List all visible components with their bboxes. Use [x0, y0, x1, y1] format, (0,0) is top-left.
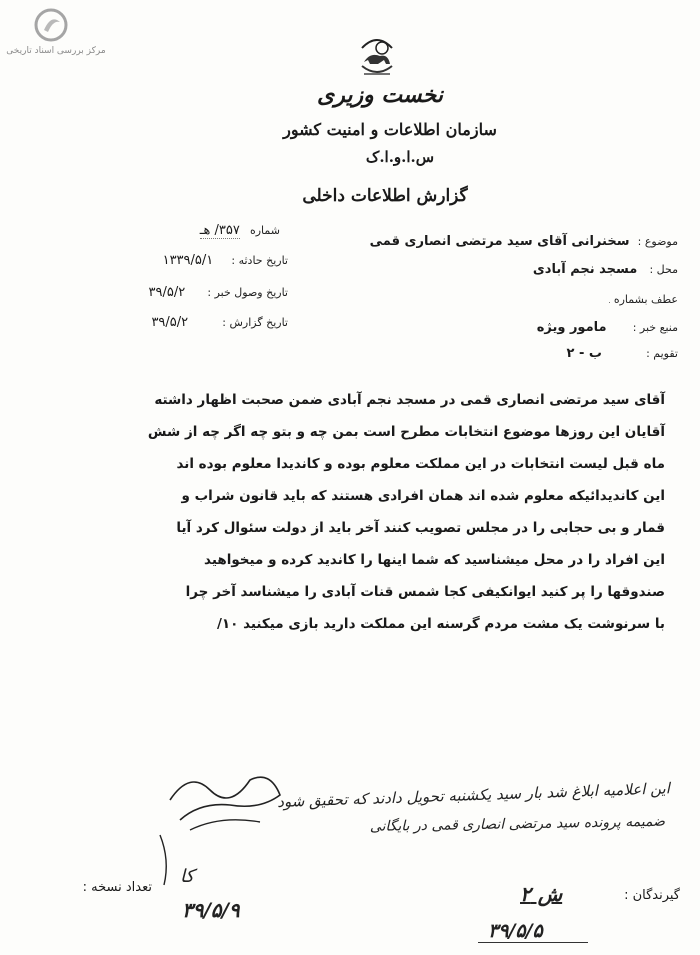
meta-number-value: ۳۵۷/ هـ	[199, 223, 240, 238]
meta-number	[110, 223, 280, 239]
header-title: نخست وزیری	[317, 82, 443, 108]
body-line-4: این کاندیدائیکه معلوم شده اند همان افرادی هستند که باید قانون شراب و	[181, 488, 665, 504]
handwritten-note-line-1: این اعلامیه ابلاغ شد بار سید یکشنبه تحویل دادند که تحقیق شود	[276, 779, 671, 811]
meta-source-value: مامور ویژه	[536, 320, 607, 335]
watermark-text: مرکز بررسی اسناد تاریخی	[6, 46, 106, 56]
body-line-6: این افراد را در محل میشناسید که شما اینها را کاندید کرده و میخواهید	[204, 552, 665, 568]
meta-incident-date-value: ۱۳۳۹/۵/۱	[162, 253, 214, 268]
meta-reference	[560, 292, 678, 307]
meta-location-label: محل :	[649, 263, 678, 276]
recipients-label: گیرندگان :	[624, 888, 680, 903]
meta-incident-date	[8, 253, 288, 268]
meta-report-date-label: تاریخ گزارش :	[222, 316, 288, 329]
meta-source	[460, 320, 678, 335]
meta-reference-label: عطف بشماره	[613, 293, 678, 306]
body-line-7: صندوقها را پر کنید ایوانکیفی کجا شمس قنات آبادی را میشناسد آخر چرا	[185, 584, 665, 600]
body-line-8: با سرنوشت یک مشت مردم گرسنه این مملکت دارید بازی میکنید ۱۰/	[216, 616, 665, 632]
meta-subject-value: سخنرانی آقای سید مرتضی انصاری قمی	[369, 234, 630, 249]
meta-subject-label: موضوع :	[637, 235, 678, 248]
meta-location-value: مسجد نجم آبادی	[532, 262, 638, 277]
body-line-1: آقای سید مرتضی انصاری قمی در مسجد نجم آبادی ضمن صحبت اظهار داشته	[154, 392, 665, 408]
meta-report-date	[8, 315, 288, 330]
meta-incident-date-label: تاریخ حادثه :	[231, 254, 288, 267]
meta-number-label: شماره	[249, 224, 280, 237]
meta-subject	[330, 234, 678, 249]
meta-location	[420, 262, 678, 277]
annotation-line	[150, 830, 210, 890]
body-line-5: قمار و بی حجابی را در مجلس تصویب کنند آخر باید از دولت سئوال کرد آیا	[176, 520, 665, 536]
meta-calendar-value: ب - ۲	[566, 346, 602, 361]
handwritten-signature: ش ۲	[520, 882, 563, 906]
date-underline	[478, 942, 588, 943]
header-organization: سازمان اطلاعات و امنیت کشور	[283, 120, 497, 139]
body-line-3: ماه قبل لیست انتخابات در این مملکت معلوم بوده و کاندیدا معلوم بوده اند	[176, 456, 665, 472]
meta-received-date-value: ۳۹/۵/۲	[148, 285, 186, 300]
meta-received-date	[8, 285, 288, 300]
body-line-2: آقایان این روزها موضوع انتخابات مطرح است بمن چه و بتو چه اگر چه از شش	[147, 424, 665, 440]
report-type-title: گزارش اطلاعات داخلی	[302, 186, 468, 206]
header-code: س.ا.و.ا.ک	[365, 148, 435, 166]
handwritten-date-right: ۳۹/۵/۵	[488, 920, 543, 942]
copies-label: تعداد نسخه :	[82, 880, 152, 895]
lion-and-sun-emblem-icon	[356, 34, 398, 80]
meta-calendar-label: تقویم :	[646, 347, 678, 360]
meta-report-date-value: ۳۹/۵/۲	[151, 315, 189, 330]
handwritten-initials: کا	[180, 866, 195, 887]
meta-source-label: منبع خبر :	[632, 321, 678, 334]
meta-received-date-label: تاریخ وصول خبر :	[207, 286, 288, 299]
handwritten-date-left: ۳۹/۵/۹	[182, 898, 240, 922]
handwritten-note-line-2: ضمیمه پرونده سید مرتضی انصاری قمی در بایگانی	[369, 813, 666, 835]
archive-center-logo-icon	[34, 8, 68, 42]
meta-reference-value	[609, 302, 610, 303]
meta-calendar	[500, 346, 678, 361]
